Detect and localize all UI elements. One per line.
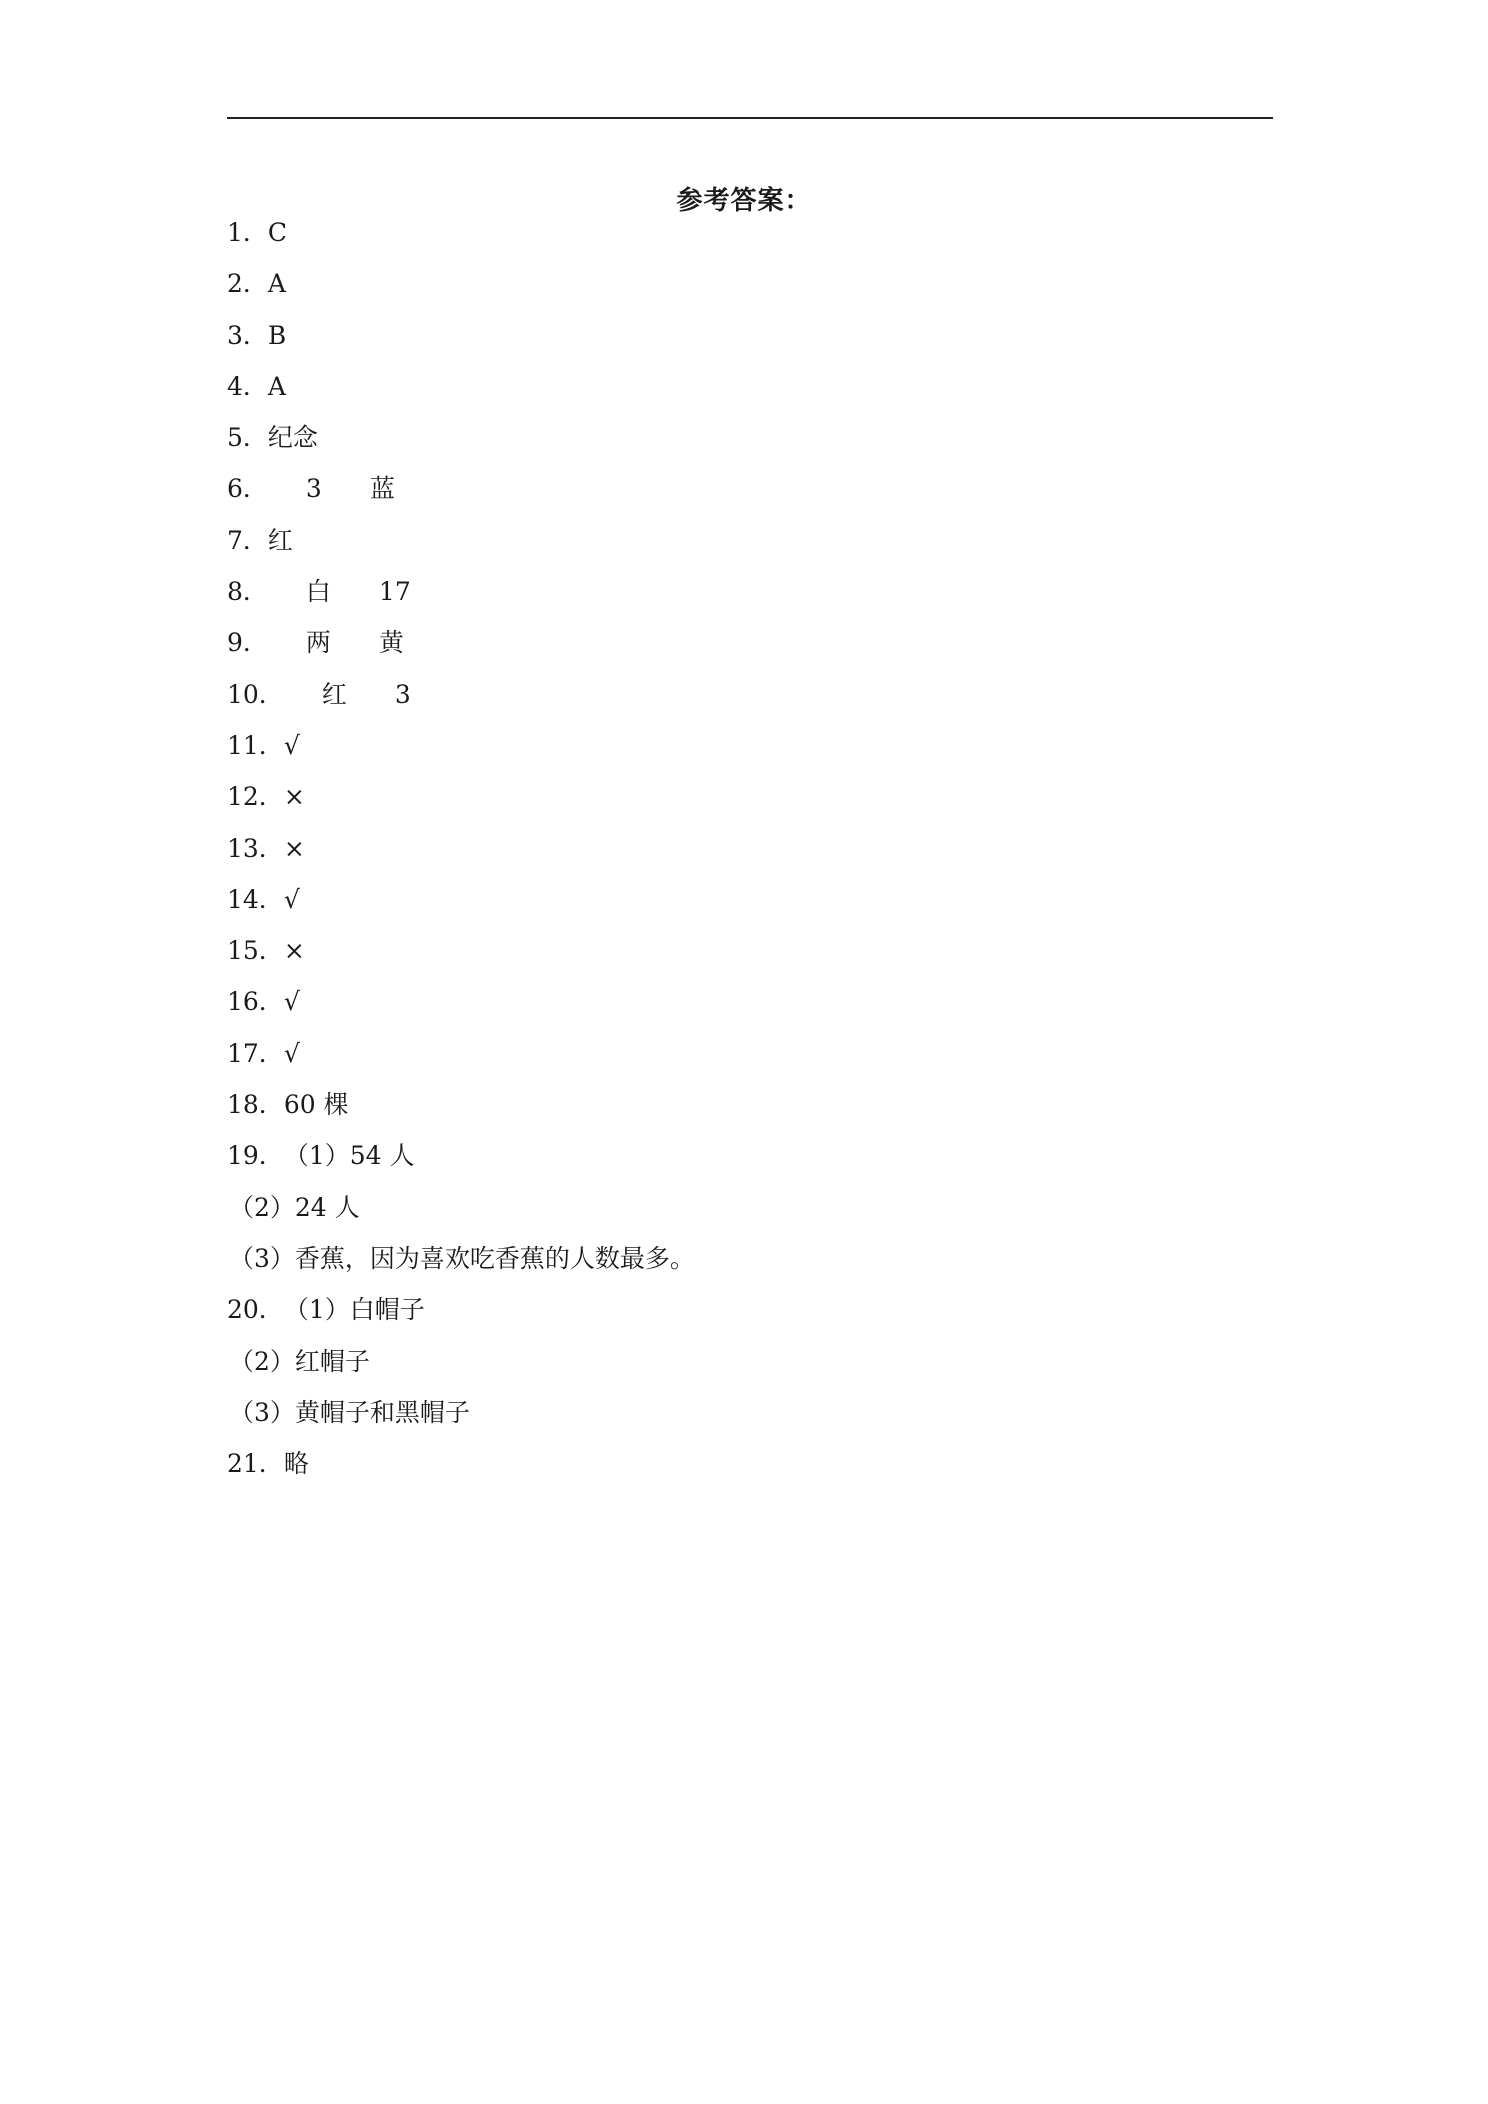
answer-text: 纪念 xyxy=(267,423,318,453)
answer-text: C xyxy=(267,218,288,247)
answer-text: √ xyxy=(283,884,300,914)
answer-blank-2: 17 xyxy=(378,577,411,607)
answer-item xyxy=(227,216,695,267)
answer-number: 3． xyxy=(227,320,268,350)
answer-subitem xyxy=(227,1191,695,1242)
answer-item xyxy=(227,729,695,780)
answer-text: √ xyxy=(283,1038,300,1068)
answer-item xyxy=(227,626,695,677)
answer-text: × xyxy=(283,936,305,966)
answer-number: 19． xyxy=(227,1141,284,1171)
answer-item xyxy=(227,319,695,370)
answer-item xyxy=(227,267,695,318)
answer-item xyxy=(227,832,695,883)
answer-number: 13． xyxy=(227,833,284,863)
answer-item xyxy=(227,370,695,421)
answer-item xyxy=(227,985,695,1036)
answer-number: 21． xyxy=(227,1449,284,1479)
answer-text: （2）红帽子 xyxy=(229,1346,370,1376)
answer-number: 17． xyxy=(227,1038,284,1068)
answer-number: 20． xyxy=(227,1295,284,1325)
answer-item xyxy=(227,678,695,729)
answer-number: 6． xyxy=(227,474,268,504)
answer-blank-2: 蓝 xyxy=(369,474,395,504)
answer-number: 16． xyxy=(227,987,284,1017)
answer-list xyxy=(227,216,695,1498)
answer-number: 2． xyxy=(227,269,268,299)
answer-number: 8． xyxy=(227,577,268,607)
answer-text: × xyxy=(283,782,305,812)
answer-item xyxy=(227,472,695,523)
answer-number: 11． xyxy=(227,730,284,760)
answer-blank-1: 红 xyxy=(321,679,347,709)
answer-text: （1）54 人 xyxy=(283,1141,415,1171)
answer-blank-1: 3 xyxy=(305,474,322,504)
answer-text: 红 xyxy=(267,525,293,555)
answer-item xyxy=(227,524,695,575)
answer-number: 7． xyxy=(227,525,268,555)
answer-number: 10． xyxy=(227,679,284,709)
page-title: 参考答案： xyxy=(676,186,812,216)
answer-number: 18． xyxy=(227,1090,284,1120)
answer-text: × xyxy=(283,833,305,863)
answer-text: B xyxy=(267,320,287,350)
answer-number: 1． xyxy=(227,218,268,247)
header-rule xyxy=(227,117,1273,119)
answer-blank-1: 两 xyxy=(305,628,331,658)
answer-number: 5． xyxy=(227,423,268,453)
answer-number: 14． xyxy=(227,884,284,914)
answer-number: 9． xyxy=(227,628,268,658)
answer-item xyxy=(227,421,695,472)
answer-text: A xyxy=(267,269,286,299)
answer-text: A xyxy=(267,371,286,401)
answer-text: （3）香蕉，因为喜欢吃香蕉的人数最多。 xyxy=(229,1243,695,1273)
answer-item xyxy=(227,1037,695,1088)
answer-blank-2: 黄 xyxy=(378,628,404,658)
answer-subitem xyxy=(227,1242,695,1293)
answer-item xyxy=(227,883,695,934)
answer-blank-1: 白 xyxy=(305,577,331,607)
answer-text: （2）24 人 xyxy=(229,1192,360,1222)
answer-item xyxy=(227,1447,695,1498)
answer-item xyxy=(227,1139,695,1190)
answer-number: 4． xyxy=(227,371,268,401)
answer-text: 略 xyxy=(283,1449,309,1479)
answer-number: 15． xyxy=(227,936,284,966)
answer-item xyxy=(227,934,695,985)
answer-number: 12． xyxy=(227,782,284,812)
answer-item xyxy=(227,780,695,831)
answer-text: 60 棵 xyxy=(283,1090,349,1120)
answer-item xyxy=(227,575,695,626)
answer-item xyxy=(227,1293,695,1344)
answer-item xyxy=(227,1088,695,1139)
answer-text: √ xyxy=(283,730,300,760)
answer-text: √ xyxy=(283,987,300,1017)
answer-subitem xyxy=(227,1345,695,1396)
answer-subitem xyxy=(227,1396,695,1447)
answer-text: （3）黄帽子和黑帽子 xyxy=(229,1397,470,1427)
answer-blank-2: 3 xyxy=(394,679,411,709)
answer-text: （1）白帽子 xyxy=(283,1295,425,1325)
